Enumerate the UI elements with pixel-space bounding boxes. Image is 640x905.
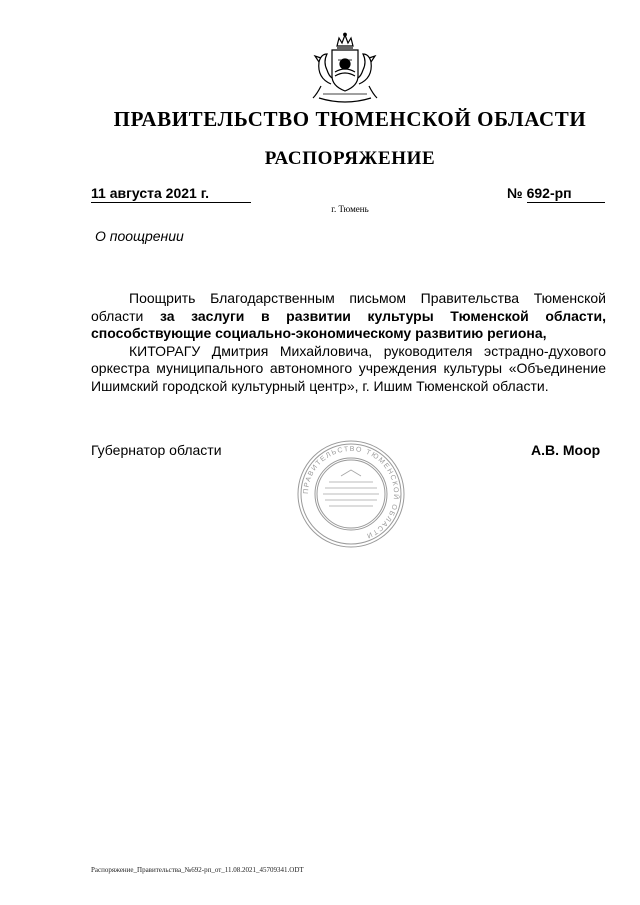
official-seal-icon	[295, 438, 407, 550]
signatory-name: А.В. Моор	[531, 442, 601, 458]
document-body	[91, 290, 606, 395]
paragraph-award-reason: за заслуги в развитии культуры Тюменской области, способствующие социально-экономическому развитию региона,	[91, 307, 607, 341]
city: г. Тюмень	[331, 204, 369, 214]
signatory-title: Губернатор области	[91, 442, 222, 458]
number-sign: №	[507, 185, 523, 201]
number-value: 692-рп	[527, 185, 605, 203]
document-date: 11 августа 2021 г.	[91, 185, 251, 203]
paragraph-award-lead: Поощрить Благодарственным письмом Правительства Тюменской области	[91, 290, 606, 324]
organization-name: ПРАВИТЕЛЬСТВО ТЮМЕНСКОЙ ОБЛАСТИ	[113, 107, 587, 131]
paragraph-recipient: КИТОРАГУ Дмитрия Михайловича, руководителя эстрадно-духового оркестра муниципального автономного учреждения культуры «Объединение Ишимский городской культурный центр», г. Ишим Тюменской области.	[91, 342, 606, 394]
coat-of-arms-icon	[305, 32, 385, 107]
seal-text: ПРАВИТЕЛЬСТВО ТЮМЕНСКОЙ ОБЛАСТИ	[302, 445, 400, 540]
document-subject: О поощрении	[95, 228, 184, 244]
footer-filename: Распоряжение_Правительства_№692-рп_от_11.08.2021_45709341.ODT	[91, 866, 304, 874]
paragraph-award	[91, 290, 606, 343]
document-number	[507, 185, 605, 203]
document-type: РАСПОРЯЖЕНИЕ	[264, 148, 436, 169]
